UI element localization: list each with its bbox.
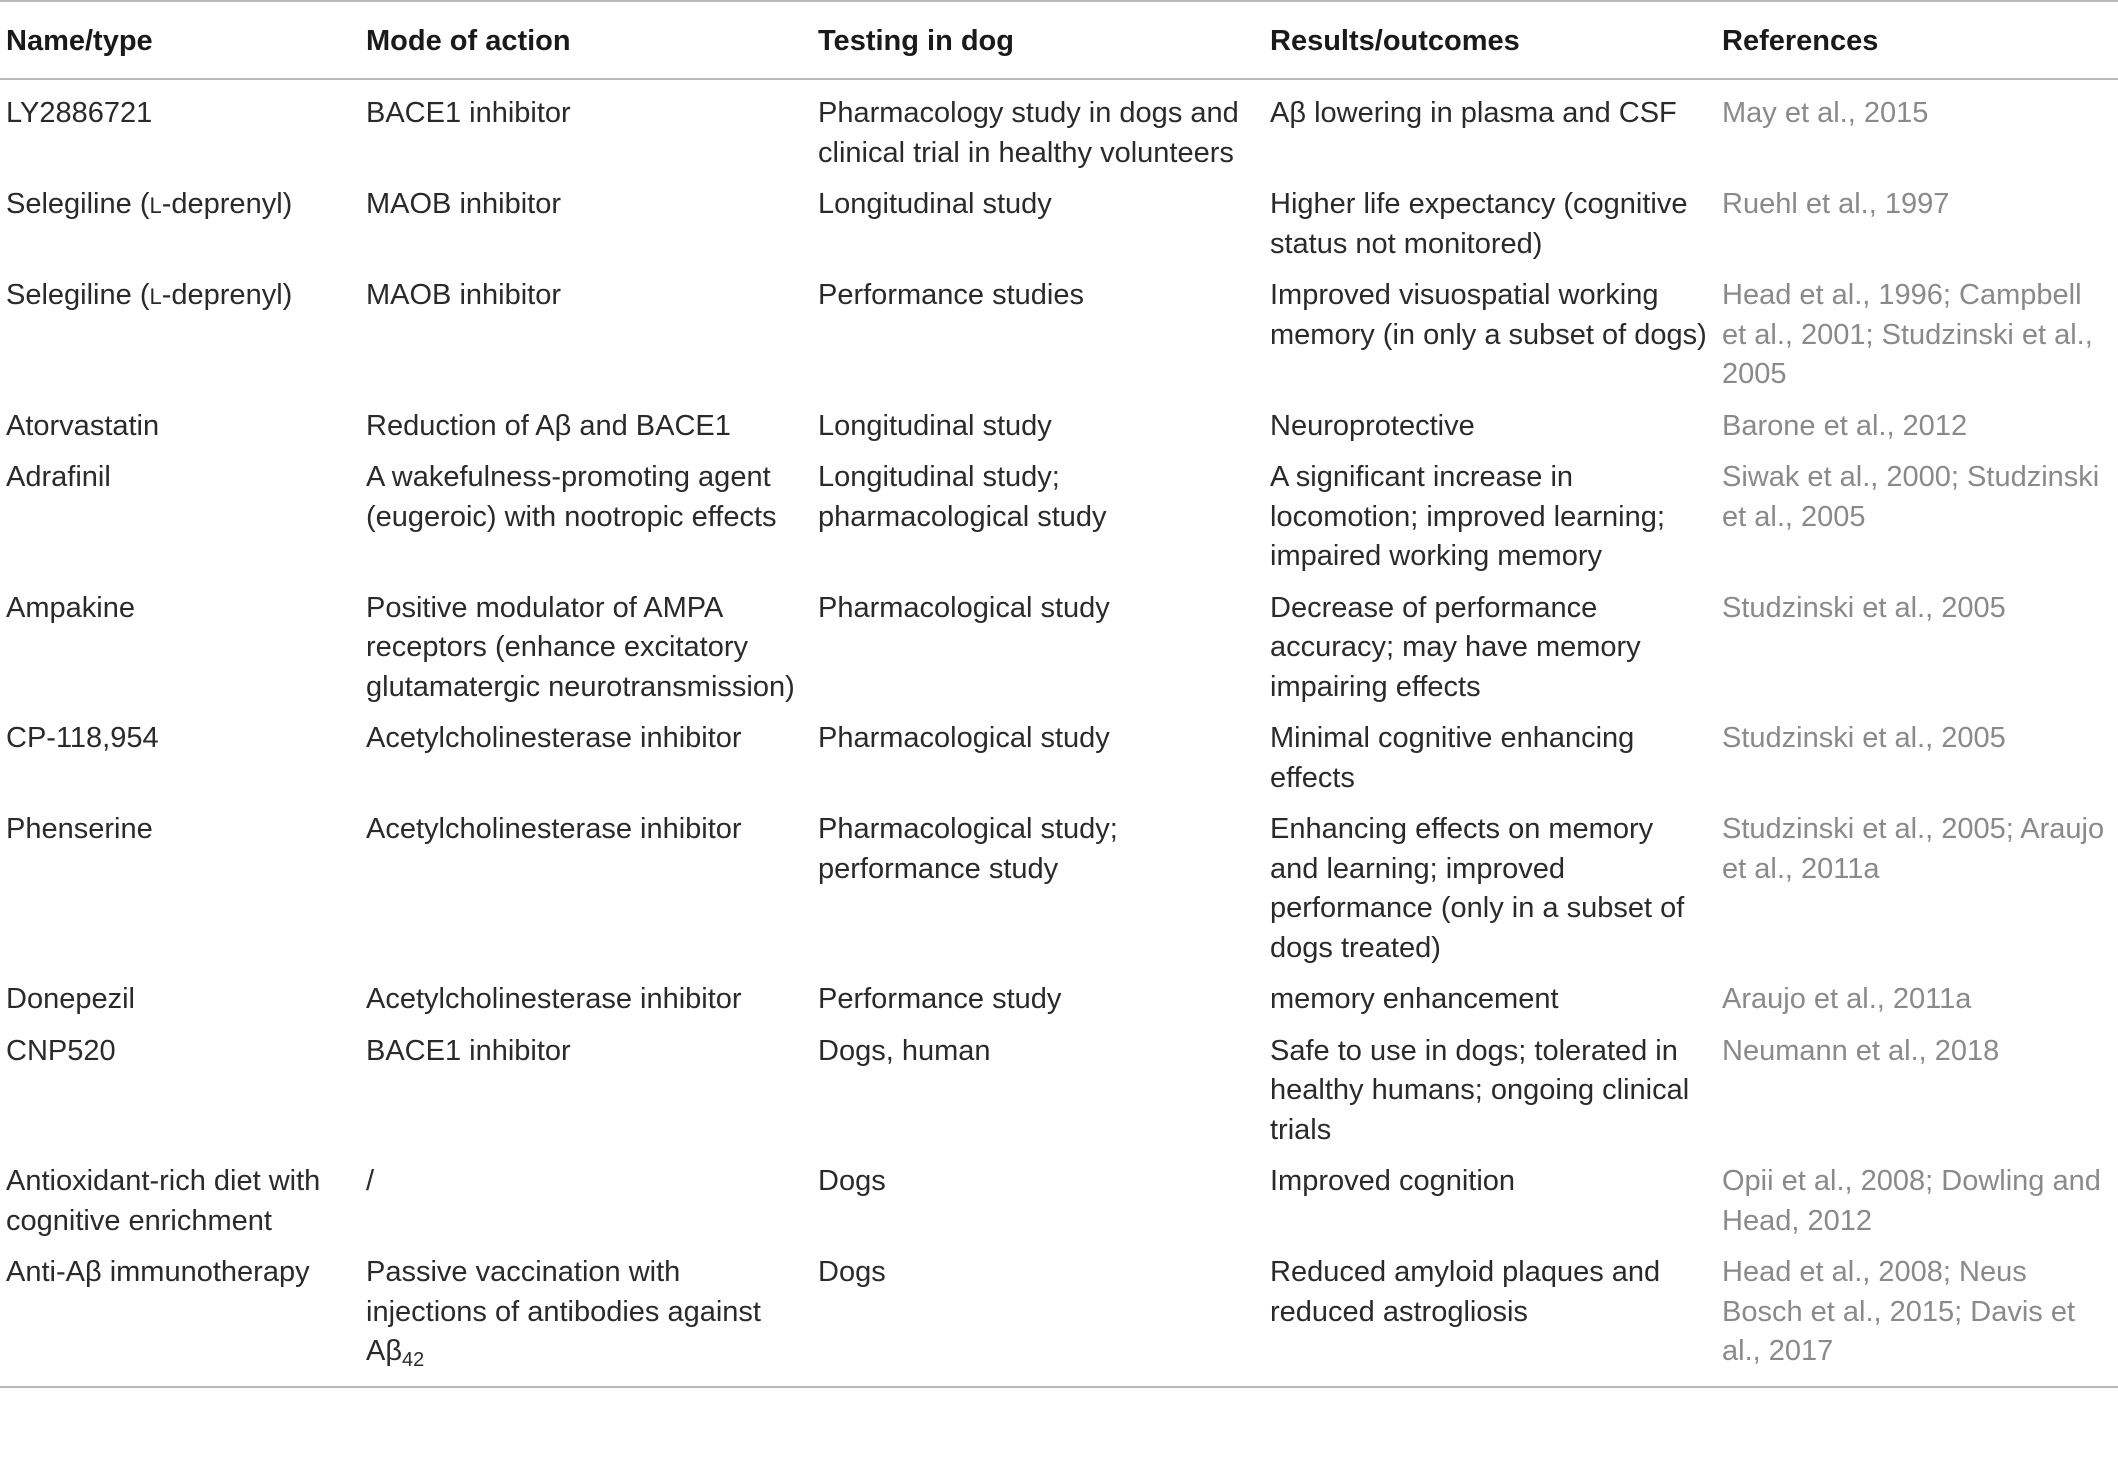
table-row (0, 269, 2118, 400)
reference-link[interactable]: Studzinski et al., 2005 (1722, 461, 2100, 533)
cell-name-type (0, 178, 360, 269)
cell-name-type: Adrafinil (6, 461, 111, 493)
reference-link[interactable]: Barone et al., 2012 (1722, 409, 1968, 442)
reference-link[interactable]: Studzinski et al., 2005 (1722, 591, 2006, 624)
table-header (0, 1, 2118, 79)
cell-testing-in-dog: Dogs (818, 1165, 886, 1197)
cell-references (1716, 400, 2118, 452)
reference-link[interactable]: Araujo et al., 2011a (1722, 983, 1972, 1015)
cell-references (1716, 1246, 2118, 1387)
cell-results-outcomes: Safe to use in dogs; tolerated in healthy humans; ongoing clinical trials (1270, 1034, 1690, 1146)
cell-testing-in-dog: Pharmacological study; performance study (818, 813, 1118, 885)
cell-references (1716, 269, 2118, 400)
cell-testing-in-dog: Pharmacological study (818, 722, 1110, 754)
cell-references (1716, 1155, 2118, 1246)
reference-link[interactable]: Ruehl et al., 1997 (1722, 188, 1950, 220)
table-row (0, 803, 2118, 973)
cell-testing-in-dog: Longitudinal study; pharmacological study (818, 461, 1107, 533)
cell-mode-of-action: BACE1 inhibitor (366, 1034, 571, 1067)
cell-results-outcomes: Improved visuospatial working memory (in only a subset of dogs) (1270, 279, 1707, 351)
name-small-caps: L (149, 284, 162, 309)
cell-name-type: CP-118,954 (6, 722, 159, 754)
cell-references (1716, 973, 2118, 1025)
cell-references (1716, 712, 2118, 803)
cell-results-outcomes: memory enhancement (1270, 983, 1559, 1015)
cell-name-type: Donepezil (6, 983, 135, 1015)
table-row (0, 79, 2118, 178)
cell-mode-of-action: BACE1 inhibitor (366, 97, 571, 129)
cell-results-outcomes: Reduced amyloid plaques and reduced astrogliosis (1264, 1246, 1716, 1387)
reference-separator: ; (1954, 1295, 1971, 1328)
cell-results-outcomes: Neuroprotective (1270, 409, 1475, 442)
cell-testing-in-dog: Longitudinal study (818, 409, 1052, 442)
reference-link[interactable]: Dowling and Head, 2012 (1722, 1165, 2101, 1237)
name-text: -deprenyl) (161, 279, 293, 311)
reference-link[interactable]: Siwak et al., 2000 (1722, 461, 1951, 493)
reference-link[interactable]: Studzinski et al., 2005 (1722, 813, 2006, 845)
reference-link[interactable]: Studzinski et al., 2005 (1722, 318, 2093, 390)
cell-testing-in-dog: Dogs, human (818, 1034, 991, 1067)
mode-subscript: 42 (402, 1349, 425, 1371)
reference-separator: ; (1925, 1165, 1942, 1197)
cell-mode-of-action: Acetylcholinesterase inhibitor (366, 722, 742, 754)
name-text: Selegiline ( (6, 188, 150, 220)
cell-testing-in-dog: Performance study (818, 983, 1062, 1015)
table-row (0, 1155, 2118, 1246)
reference-separator: ; (1865, 318, 1882, 351)
cell-name-type: Phenserine (6, 813, 153, 845)
header-references: References (1716, 1, 2118, 79)
cell-results-outcomes: Higher life expectancy (cognitive status not monitored) (1270, 188, 1688, 260)
table-row (0, 712, 2118, 803)
header-row (0, 1, 2118, 79)
cell-references (1716, 582, 2118, 713)
header-testing-in-dog: Testing in dog (812, 1, 1264, 79)
header-results-outcomes: Results/outcomes (1264, 1, 1716, 79)
cell-references (1716, 451, 2118, 582)
cell-references (1716, 79, 2118, 178)
reference-link[interactable]: May et al., 2015 (1722, 97, 1929, 129)
reference-separator: ; (2005, 813, 2021, 845)
cell-name-type: CNP520 (6, 1034, 116, 1067)
cell-name-type: Atorvastatin (6, 409, 160, 442)
cell-references (1716, 178, 2118, 269)
reference-link[interactable]: Head et al., 1996 (1722, 279, 1943, 311)
header-name-type: Name/type (0, 1, 360, 79)
cell-results-outcomes: Decrease of performance accuracy; may have memory impairing effects (1270, 591, 1641, 703)
reference-link[interactable]: Head et al., 2008 (1722, 1256, 1943, 1288)
cell-mode-of-action: MAOB inhibitor (366, 279, 562, 311)
cell-testing-in-dog: Pharmacology study in dogs and clinical trial in healthy volunteers (818, 97, 1239, 169)
cell-references (1716, 1025, 2118, 1156)
reference-link[interactable]: Studzinski et al., 2005 (1722, 722, 2006, 754)
reference-separator: ; (1942, 279, 1960, 311)
cell-name-type: Ampakine (6, 591, 135, 624)
cell-name-type: Antioxidant-rich diet with cognitive enrichment (6, 1165, 321, 1237)
header-mode-of-action: Mode of action (360, 1, 812, 79)
reference-link[interactable]: Davis et al., 2017 (1722, 1295, 2076, 1367)
reference-link[interactable]: Neus Bosch et al., 2015 (1722, 1256, 2027, 1328)
cell-name-type: LY2886721 (6, 97, 153, 129)
cell-results-outcomes: Enhancing effects on memory and learning; improved performance (only in a subset of dogs treated) (1270, 813, 1685, 964)
cell-testing-in-dog: Dogs (812, 1246, 1264, 1387)
cell-results-outcomes: Improved cognition (1270, 1165, 1516, 1197)
reference-link[interactable]: Neumann et al., 2018 (1722, 1034, 2000, 1067)
table-row (0, 178, 2118, 269)
reference-separator: ; (1942, 1256, 1960, 1288)
name-text: -deprenyl) (161, 188, 293, 220)
table-row (0, 451, 2118, 582)
cell-mode-of-action (360, 1246, 812, 1387)
cell-mode-of-action: Acetylcholinesterase inhibitor (366, 813, 742, 845)
cell-name-type (0, 269, 360, 400)
cell-results-outcomes: Minimal cognitive enhancing effects (1270, 722, 1635, 794)
reference-link[interactable]: Campbell et al., 2001 (1722, 279, 2082, 351)
name-text: Selegiline ( (6, 279, 150, 311)
cell-testing-in-dog: Pharmacological study (818, 591, 1110, 624)
table-row (0, 582, 2118, 713)
reference-separator: ; (1950, 461, 1968, 493)
cell-mode-of-action: Reduction of Aβ and BACE1 (366, 409, 731, 442)
cell-mode-of-action: A wakefulness-promoting agent (eugeroic) with nootropic effects (366, 461, 777, 533)
cell-mode-of-action: MAOB inhibitor (366, 188, 562, 220)
table-row (0, 400, 2118, 452)
table-row (0, 1246, 2118, 1387)
reference-link[interactable]: Araujo et al., 2011a (1722, 813, 2105, 885)
cell-testing-in-dog: Performance studies (818, 279, 1084, 311)
cell-mode-of-action: Positive modulator of AMPA receptors (enhance excitatory glutamatergic neurotransmission) (366, 591, 795, 703)
cell-results-outcomes: Aβ lowering in plasma and CSF (1270, 97, 1677, 129)
cell-references (1716, 803, 2118, 973)
cell-mode-of-action: Acetylcholinesterase inhibitor (366, 983, 742, 1015)
mode-text: Passive vaccination with injections of antibodies against Aβ (366, 1256, 761, 1367)
table-body (0, 79, 2118, 1387)
table-row (0, 973, 2118, 1025)
table-row (0, 1025, 2118, 1156)
reference-link[interactable]: Opii et al., 2008 (1722, 1165, 1926, 1197)
name-small-caps: L (149, 193, 162, 218)
cell-testing-in-dog: Longitudinal study (818, 188, 1052, 220)
cell-name-type: Anti-Aβ immunotherapy (0, 1246, 360, 1387)
cell-mode-of-action: / (366, 1165, 375, 1197)
cell-results-outcomes: A significant increase in locomotion; improved learning; impaired working memory (1270, 461, 1665, 572)
